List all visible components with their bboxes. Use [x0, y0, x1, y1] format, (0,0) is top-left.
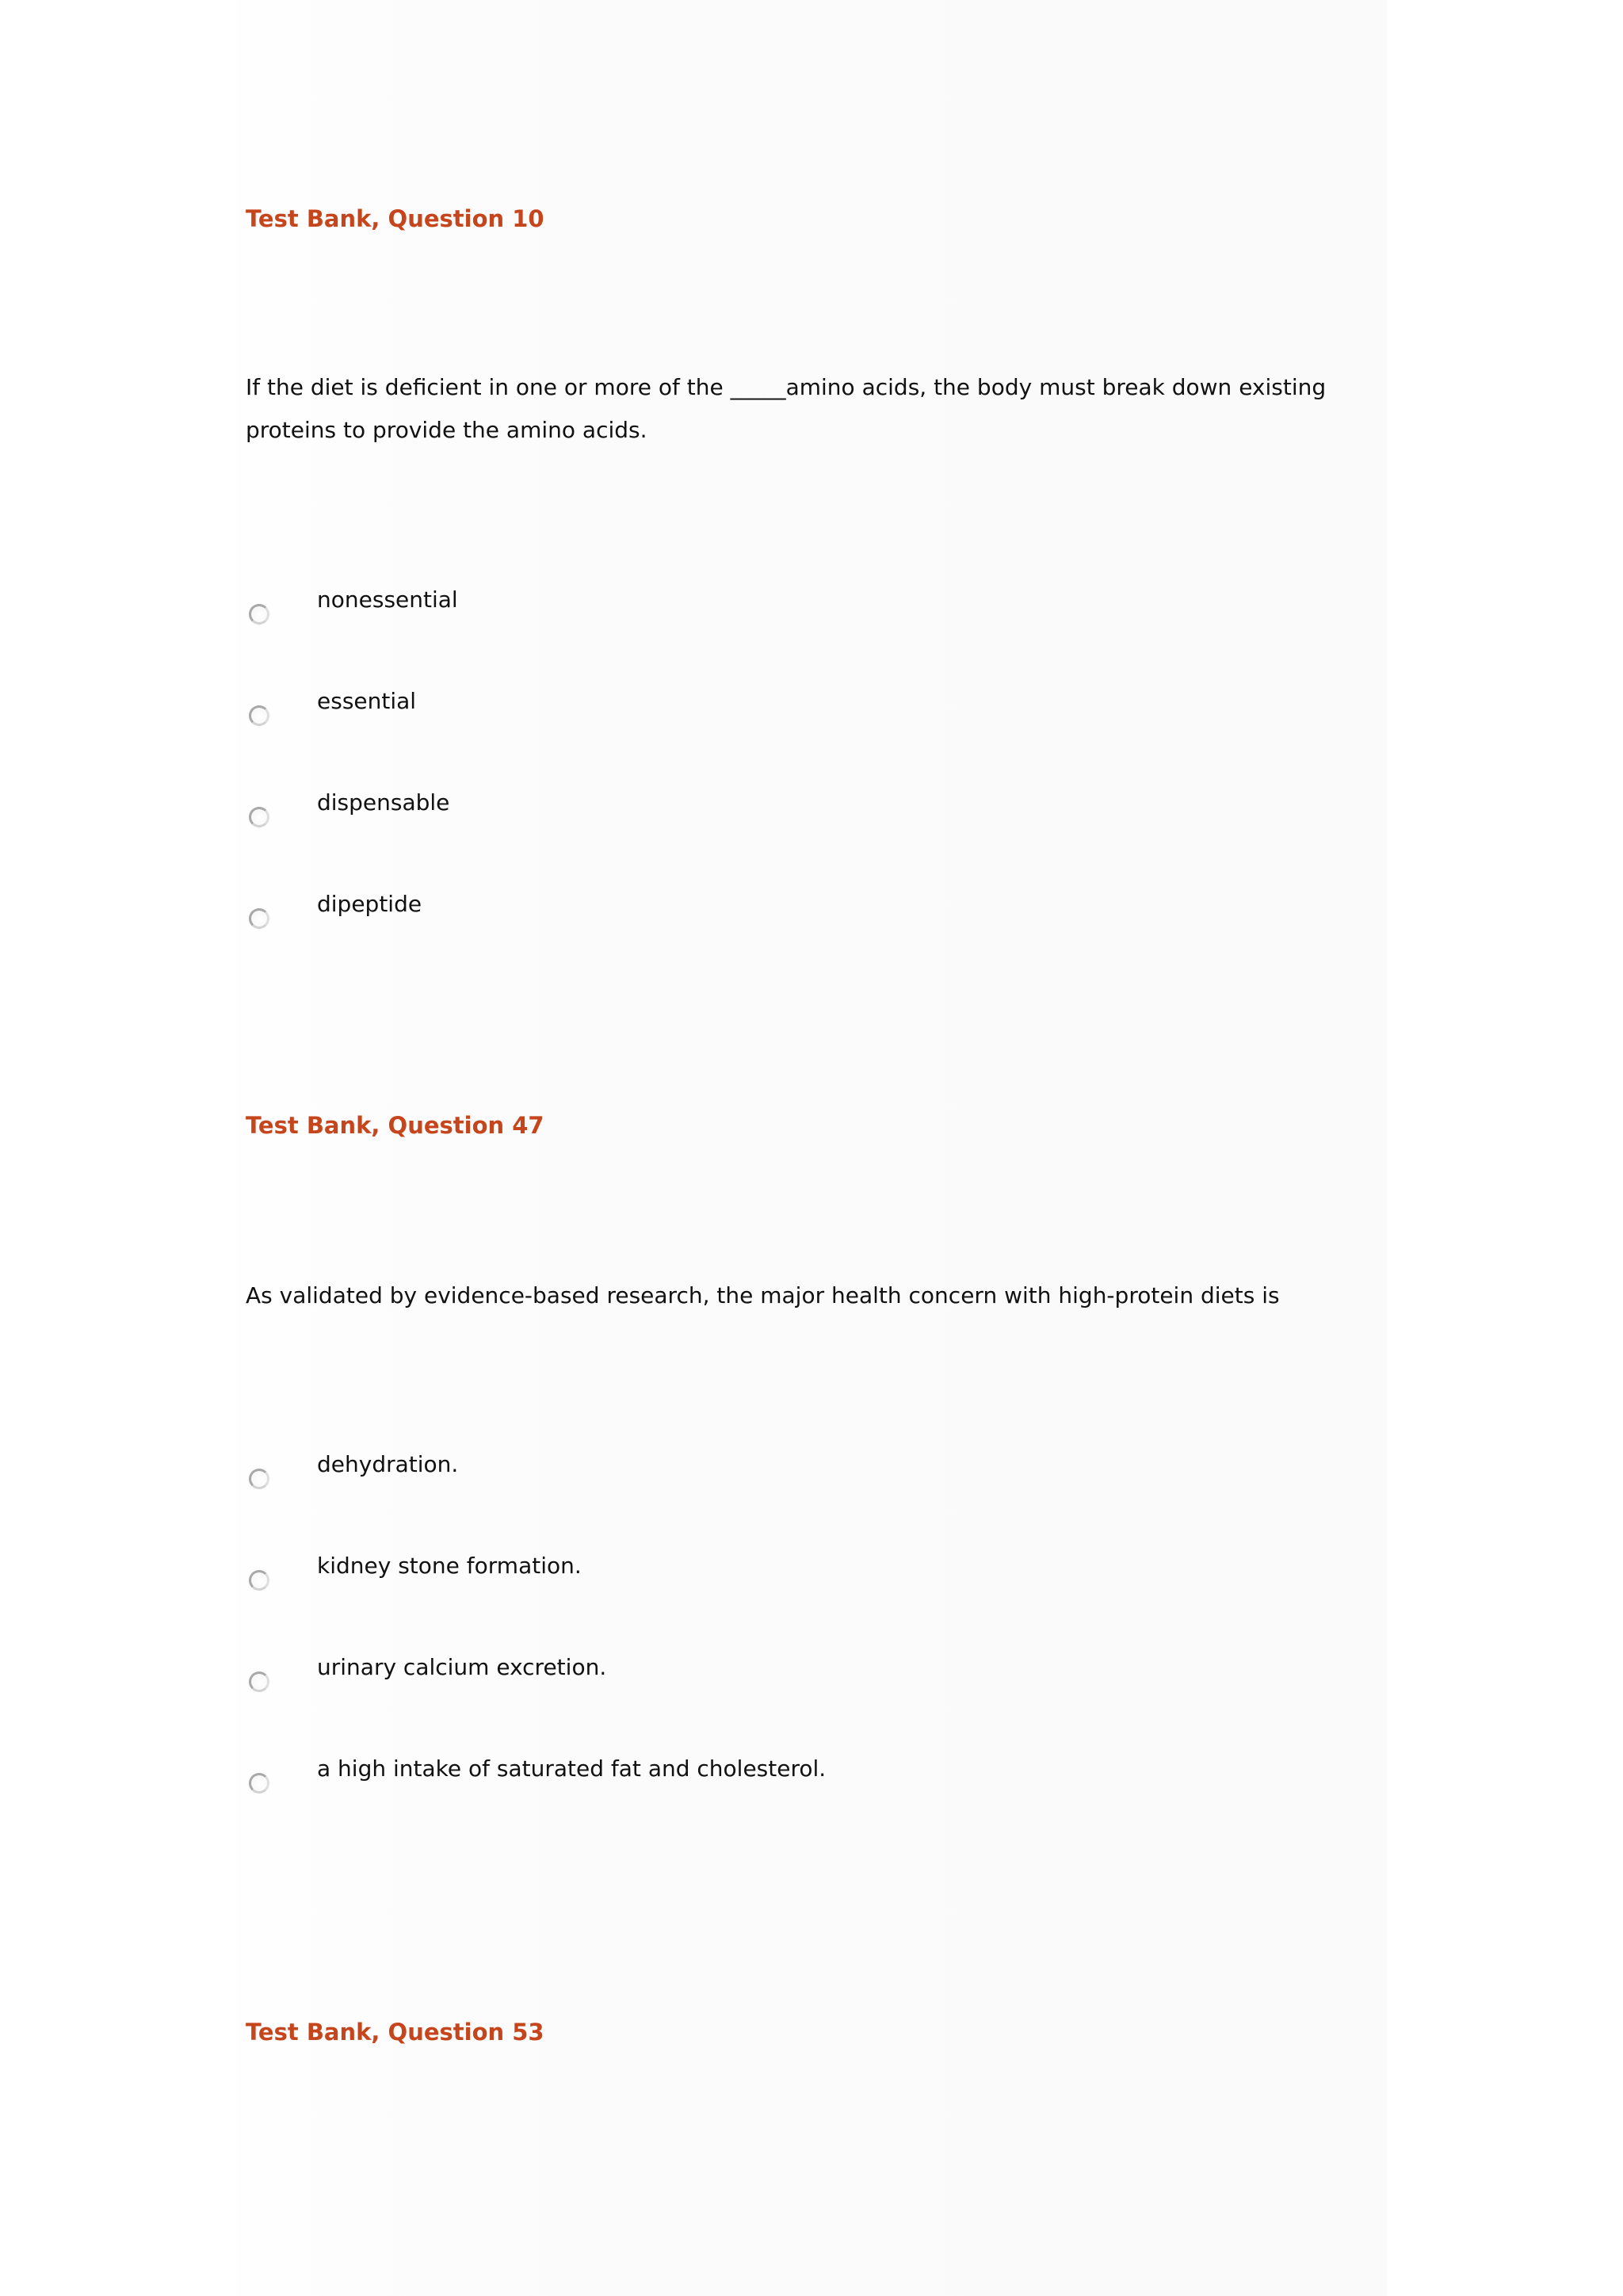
answer-label: essential: [317, 688, 417, 714]
answer-label: dehydration.: [317, 1451, 459, 1477]
answer-label: kidney stone formation.: [317, 1553, 582, 1579]
radio-button-icon[interactable]: [249, 1469, 269, 1489]
answer-option[interactable]: [246, 891, 1355, 938]
page-background: [238, 0, 1387, 2296]
answer-label: dipeptide: [317, 891, 422, 917]
question-title: Test Bank, Question 10: [246, 205, 544, 232]
answer-option[interactable]: [246, 586, 1355, 634]
answer-option[interactable]: [246, 1755, 1355, 1803]
radio-button-icon[interactable]: [249, 1570, 269, 1591]
answer-option[interactable]: [246, 688, 1355, 735]
answer-option[interactable]: [246, 1654, 1355, 1702]
radio-button-icon[interactable]: [249, 1671, 269, 1692]
answer-label: urinary calcium excretion.: [317, 1654, 607, 1680]
answer-label: a high intake of saturated fat and cholesterol.: [317, 1755, 827, 1782]
answer-option[interactable]: [246, 789, 1355, 837]
answer-option[interactable]: [246, 1451, 1355, 1499]
question-text: As validated by evidence-based research, the major health concern with high-protein diets is: [246, 1282, 1280, 1308]
radio-button-icon[interactable]: [249, 604, 269, 625]
question-title: Test Bank, Question 53: [246, 2019, 544, 2046]
question-text: If the diet is deficient in one or more of the _____amino acids, the body must break down existing proteins to provide the amino acids.: [246, 374, 1327, 443]
answer-label: nonessential: [317, 586, 458, 613]
radio-button-icon[interactable]: [249, 1773, 269, 1794]
answer-label: dispensable: [317, 789, 450, 816]
answer-option[interactable]: [246, 1553, 1355, 1600]
radio-button-icon[interactable]: [249, 807, 269, 827]
radio-button-icon[interactable]: [249, 705, 269, 726]
question-title: Test Bank, Question 47: [246, 1112, 544, 1139]
radio-button-icon[interactable]: [249, 908, 269, 929]
